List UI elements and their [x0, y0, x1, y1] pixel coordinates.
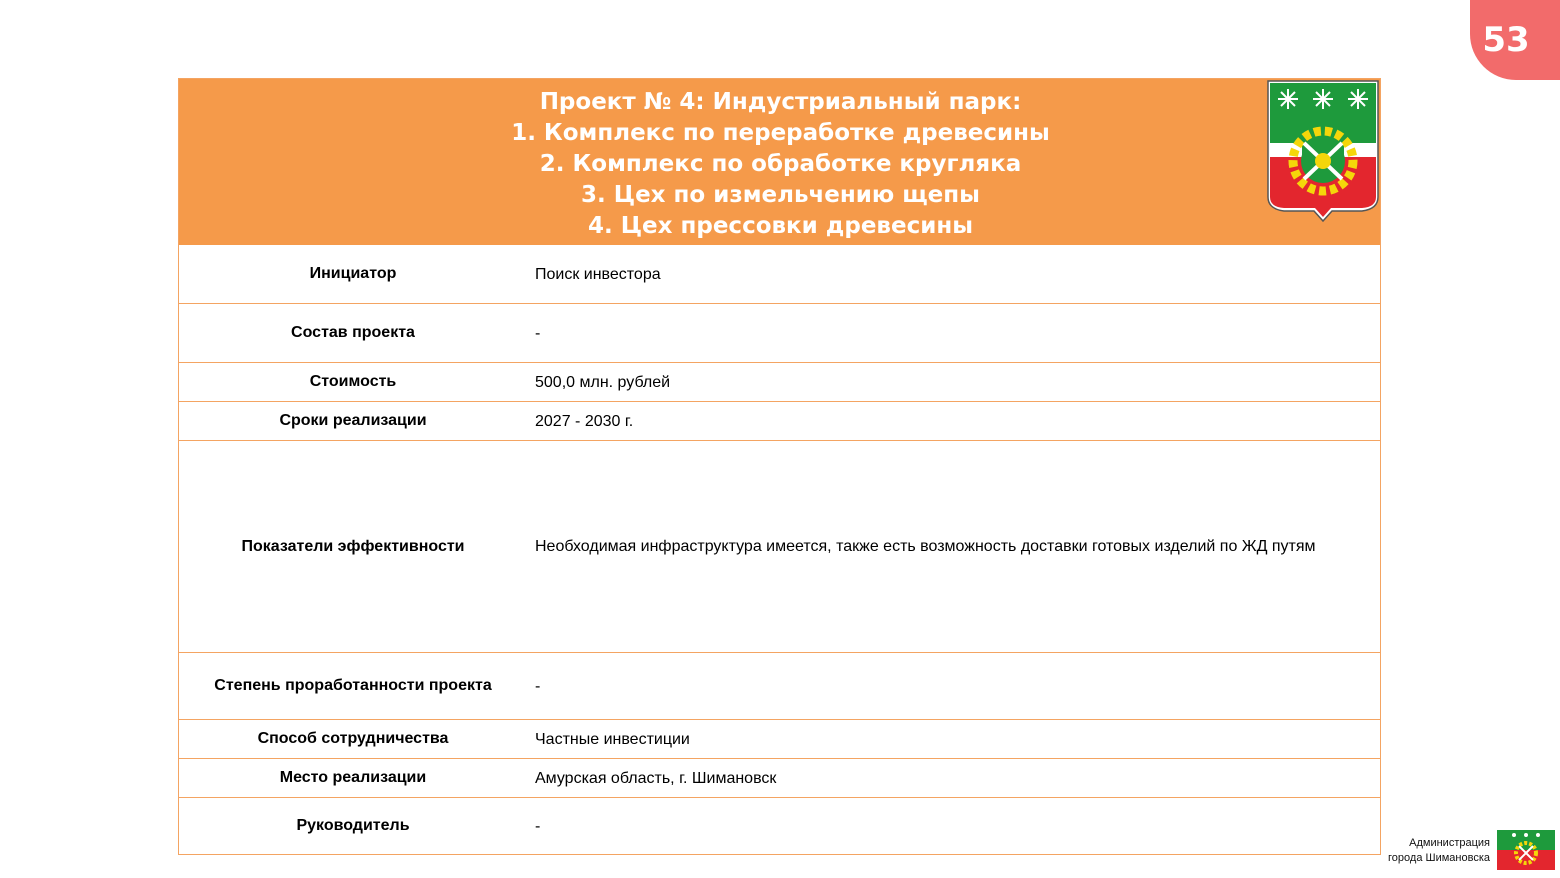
row-value: 500,0 млн. рублей	[535, 373, 671, 391]
table-row	[179, 653, 1380, 720]
row-value: Амурская область, г. Шимановск	[535, 769, 777, 787]
table-row	[179, 441, 1380, 653]
row-label: Место реализации	[279, 769, 427, 786]
row-value: Поиск инвестора	[535, 265, 661, 283]
title-line: 3. Цех по измельчению щепы	[581, 182, 980, 208]
row-label: Стоимость	[309, 373, 397, 390]
title-line: 4. Цех прессовки древесины	[587, 213, 974, 239]
row-value: -	[535, 324, 541, 342]
footer-line: Администрация	[1409, 837, 1490, 849]
row-value: -	[535, 817, 541, 835]
row-label: Степень проработанности проекта	[214, 677, 492, 694]
page-number: 53	[1482, 20, 1530, 60]
city-coat-of-arms-icon	[1262, 79, 1384, 223]
title-line: Проект № 4: Индустриальный парк:	[539, 89, 1022, 115]
row-label: Состав проекта	[291, 324, 415, 341]
footer-line: города Шимановска	[1388, 852, 1490, 864]
row-label: Инициатор	[309, 265, 397, 282]
row-value: -	[535, 677, 541, 695]
table-row	[179, 245, 1380, 304]
row-label: Руководитель	[296, 817, 410, 834]
table-row	[179, 798, 1380, 854]
city-flag-icon	[1497, 830, 1555, 870]
project-title	[179, 87, 1382, 242]
row-label: Сроки реализации	[279, 412, 427, 429]
project-card	[178, 78, 1381, 855]
table-row	[179, 363, 1380, 402]
footer-organization	[1340, 836, 1490, 866]
project-header	[179, 79, 1380, 245]
table-row	[179, 720, 1380, 759]
row-label: Способ сотрудничества	[257, 730, 449, 747]
table-row	[179, 304, 1380, 363]
table-row	[179, 402, 1380, 441]
title-line: 2. Комплекс по обработке кругляка	[539, 151, 1022, 177]
row-value: Частные инвестиции	[535, 730, 690, 748]
row-value: Необходимая инфраструктура имеется, также есть возможность доставки готовых изделий по ЖД путям	[535, 538, 1316, 555]
title-line: 1. Комплекс по переработке древесины	[511, 120, 1050, 146]
row-value: 2027 - 2030 г.	[535, 412, 634, 430]
row-label: Показатели эффективности	[241, 537, 465, 555]
table-row	[179, 759, 1380, 798]
